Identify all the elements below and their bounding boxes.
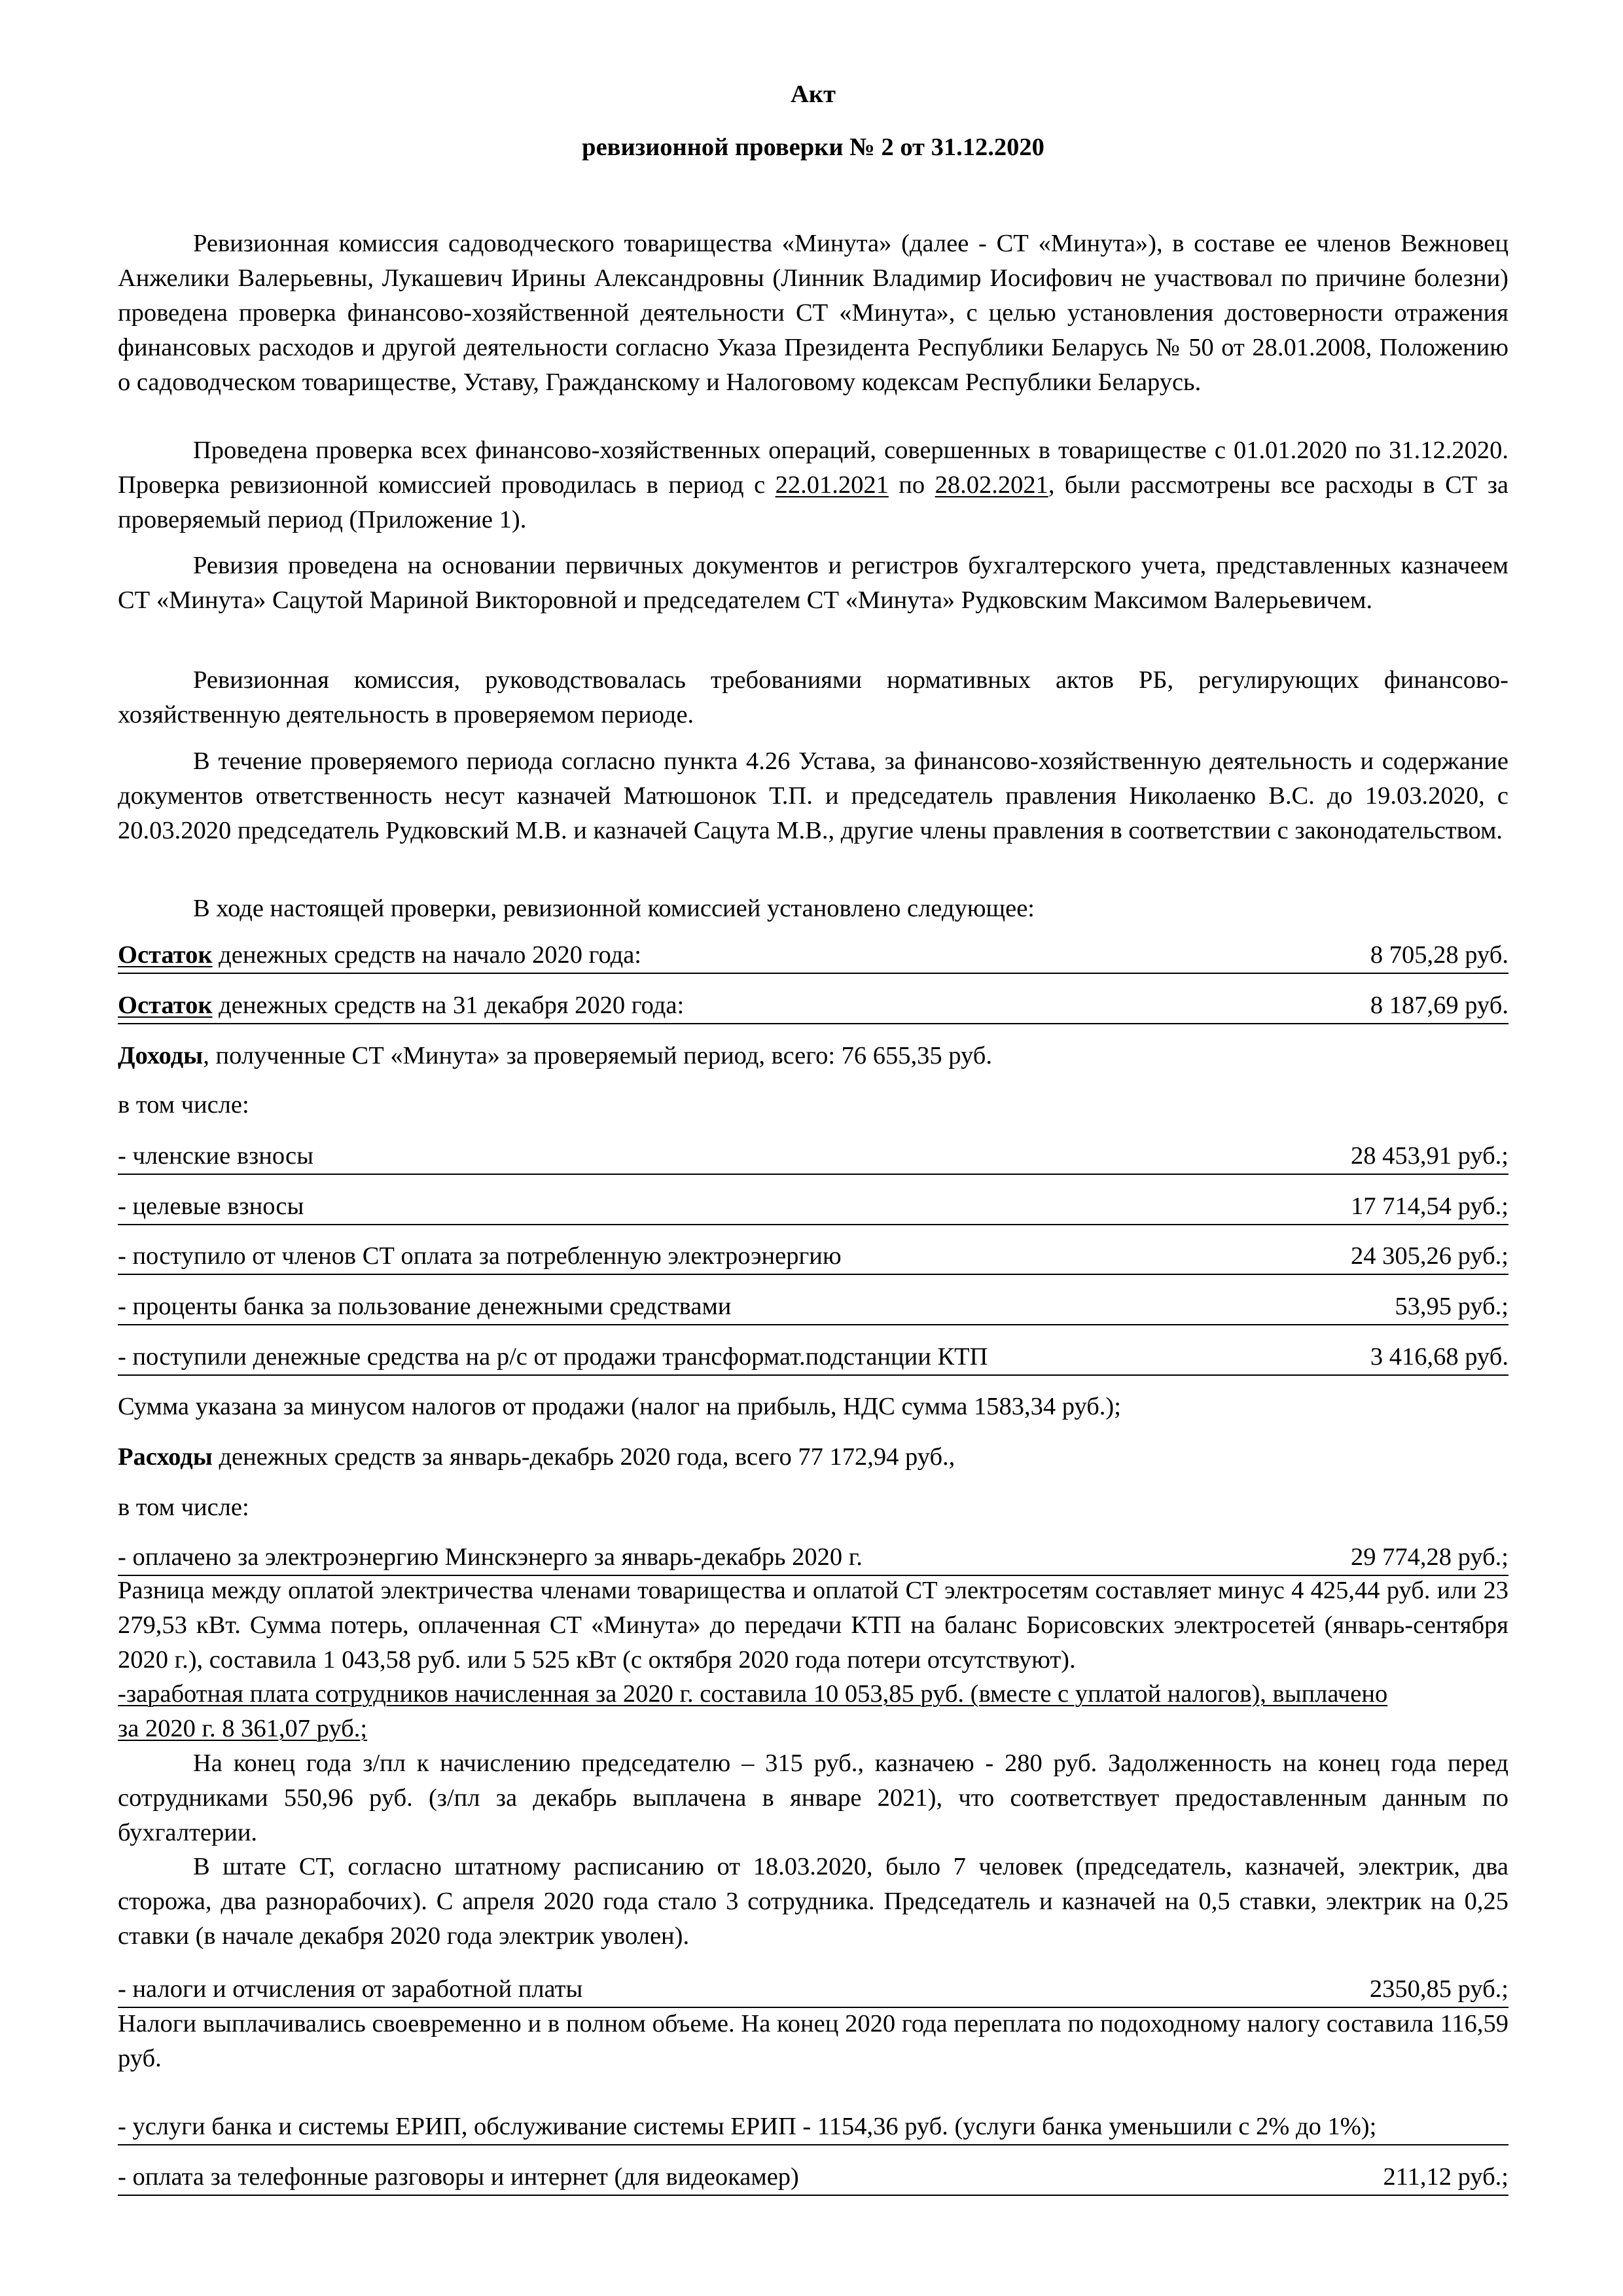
income-note: Сумма указана за минусом налогов от продажи (налог на прибыль, НДС сумма 1583,34 руб.); [118, 1393, 1121, 1420]
income-text: , полученные СТ «Минута» за проверяемый период, всего: 76 655,35 руб. [203, 1042, 992, 1069]
taxes-note: Налоги выплачивались своевременно и в полном объеме. На конец 2020 года переплата по подоходному налогу составила 116,59 руб. [118, 2010, 1508, 2072]
electricity-row [118, 1540, 1508, 1576]
salary-line: -заработная плата сотрудников начисленная за 2020 г. составила 10 053,85 руб. (вместе с уплатой налогов), выплачено [118, 1680, 1388, 1708]
income-including: в том числе: [118, 1091, 249, 1119]
balance-start-text: денежных средств на начало 2020 года: [212, 941, 641, 969]
intro-paragraph-3: Ревизия проведена на основании первичных документов и регистров бухгалтерского учета, представленных казначеем СТ «Минута» Сацутой Мариной Викторовной и председателем СТ «Минута» Рудковским Максимом Валерьевичем. [118, 552, 1508, 614]
expenses-including: в том числе: [118, 1494, 249, 1521]
doc-subtitle: ревизионной проверки № 2 от 31.12.2020 [582, 134, 1044, 161]
electricity-note: Разница между оплатой электричества членами товарищества и оплатой СТ электросетям составляет минус 4 425,44 руб. или 23 279,53 кВт. Сумма потерь, оплаченная СТ «Минута» до передачи КТП на баланс Борисовских электросетей (январь-сентября 2020 г.), составила 1 043,58 руб. или 5 525 кВт (с октября 2020 года потери отсутствуют). [118, 1577, 1508, 1674]
income-item-label: - целевые взносы [118, 1193, 304, 1220]
income-item-amount: 53,95 руб.; [1395, 1293, 1508, 1320]
income-item-text: поступили денежные средства на р/с от продажи трансформат.подстанции КТП [132, 1343, 988, 1371]
balance-end-label [118, 988, 684, 1023]
taxes-label: - налоги и отчисления от заработной платы [118, 1975, 583, 2003]
income-item-text: членские взносы [132, 1142, 313, 1170]
income-item-amount: 17 714,54 руб.; [1350, 1193, 1508, 1220]
expenses-header [118, 1440, 1508, 1475]
expenses-text: денежных средств за январь-декабрь 2020 года, всего 77 172,94 руб., [212, 1443, 955, 1471]
intro-paragraph-5: В течение проверяемого периода согласно пункта 4.26 Устава, за финансово-хозяйственную деятельность и содержание документов ответственность несут казначей Матюшонок Т.П. и председатель правления Николаенко В.С. до 19.03.2020, с 20.03.2020 председатель Рудковский М.В. и казначей Сацута М.В., другие члены правления в соответствии с законодательством. [118, 747, 1508, 844]
phone-label: - оплата за телефонные разговоры и интернет (для видеокамер) [118, 2163, 799, 2191]
paragraph-text: , были рассмотрены все расходы в СТ за проверяемый период (Приложение 1). [118, 471, 1508, 533]
bank-services-label: - услуги банка и системы ЕРИП, обслуживание системы ЕРИП - 1154,36 руб. (услуги банка уменьшили с 2% до 1%); [118, 2113, 1377, 2140]
taxes-amount: 2350,85 руб.; [1369, 1975, 1508, 2003]
income-header [118, 1039, 1508, 1073]
salary-line-continuation: за 2020 г. 8 361,07 руб.; [118, 1715, 368, 1742]
income-item-row [118, 1289, 1508, 1325]
salary-note-1: На конец года з/пл к начислению председателю – 315 руб., казначею - 280 руб. Задолженность на конец года перед сотрудниками 550,96 руб. (з/пл за декабрь выплачена в январе 2021), что соответствует предоставленным данным по бухгалтерии. [118, 1749, 1508, 1846]
electricity-label: - оплачено за электроэнергию Минскэнерго за январь-декабрь 2020 г. [118, 1543, 863, 1571]
taxes-row [118, 1972, 1508, 2008]
bank-services-row [118, 2109, 1508, 2145]
income-item-row [118, 1340, 1508, 1376]
taxes-text: налоги и отчисления от заработной платы [132, 1975, 583, 2003]
findings-intro: В ходе настоящей проверки, ревизионной комиссией установлено следующее: [193, 895, 1035, 922]
paragraph-text: по [888, 471, 935, 499]
electricity-text: оплачено за электроэнергию Минскэнерго за январь-декабрь 2020 г. [132, 1543, 863, 1571]
paragraph-text: Проведена проверка всех финансово-хозяйственных операций, совершенных в товариществе с 01.01.2020 по 31.12.2020. Проверка ревизионной комиссией проводилась в период с [118, 437, 1508, 499]
income-item-row [118, 1139, 1508, 1175]
intro-paragraph-2 [118, 433, 1508, 537]
balance-start-row [118, 938, 1508, 974]
balance-start-keyword: Остаток [118, 941, 213, 969]
expenses-keyword: Расходы [118, 1443, 213, 1471]
balance-start-label [118, 938, 641, 973]
income-keyword: Доходы [118, 1042, 204, 1069]
income-item-row [118, 1189, 1508, 1225]
salary-line-text: заработная плата сотрудников начисленная за 2020 г. составила 10 053,85 руб. (вместе с уплатой налогов), выплачено [126, 1680, 1388, 1708]
balance-end-text: денежных средств на 31 декабря 2020 года: [212, 992, 685, 1019]
bank-services-text: услуги банка и системы ЕРИП, обслуживание системы ЕРИП - 1154,36 руб. (услуги банка уменьшили с 2% до 1%); [132, 2113, 1377, 2140]
income-item-amount: 24 305,26 руб.; [1350, 1242, 1508, 1270]
income-item-label: - поступило от членов СТ оплата за потребленную электроэнергию [118, 1242, 842, 1270]
salary-note-2: В штате СТ, согласно штатному расписанию от 18.03.2020, было 7 человек (председатель, казначей, электрик, два сторожа, два разнорабочих). С апреля 2020 года стало 3 сотрудника. Председатель и казначей на 0,5 ставки, электрик на 0,25 ставки (в начале декабря 2020 года электрик уволен). [118, 1853, 1508, 1950]
period-end-date: 28.02.2021 [935, 471, 1048, 499]
balance-end-keyword: Остаток [118, 992, 213, 1019]
income-item-label: - членские взносы [118, 1142, 313, 1170]
income-item-label: - проценты банка за пользование денежными средствами [118, 1293, 732, 1320]
balance-start-amount: 8 705,28 руб. [1370, 941, 1508, 969]
income-item-amount: 3 416,68 руб. [1370, 1343, 1508, 1371]
income-item-text: целевые взносы [132, 1193, 304, 1220]
income-item-label: - поступили денежные средства на р/с от продажи трансформат.подстанции КТП [118, 1343, 988, 1371]
electricity-amount: 29 774,28 руб.; [1350, 1543, 1508, 1571]
phone-amount: 211,12 руб.; [1383, 2163, 1508, 2191]
intro-paragraph-4: Ревизионная комиссия, руководствовалась требованиями нормативных актов РБ, регулирующих финансово-хозяйственную деятельность в проверяемом периоде. [118, 666, 1508, 728]
balance-end-row [118, 988, 1508, 1024]
phone-text: оплата за телефонные разговоры и интернет (для видеокамер) [132, 2163, 799, 2191]
income-item-text: проценты банка за пользование денежными средствами [132, 1293, 732, 1320]
intro-paragraph-1: Ревизионная комиссия садоводческого товарищества «Минута» (далее - СТ «Минута»), в составе ее членов Вежновец Анжелики Валерьевны, Лукашевич Ирины Александровны (Линник Владимир Иосифович не участвовал по причине болезни) проведена проверка финансово-хозяйственной деятельности СТ «Минута», с целью установления достоверности отражения финансовых расходов и другой деятельности согласно Указа Президента Республики Беларусь № 50 от 28.01.2008, Положению о садоводческом товариществе, Уставу, Гражданскому и Налоговому кодексам Республики Беларусь. [118, 230, 1508, 396]
doc-title: Акт [791, 81, 836, 108]
income-item-row [118, 1239, 1508, 1275]
income-item-text: поступило от членов СТ оплата за потребленную электроэнергию [132, 1242, 842, 1270]
period-start-date: 22.01.2021 [775, 471, 889, 499]
balance-end-amount: 8 187,69 руб. [1370, 992, 1508, 1019]
income-item-amount: 28 453,91 руб.; [1350, 1142, 1508, 1170]
phone-row [118, 2160, 1508, 2196]
